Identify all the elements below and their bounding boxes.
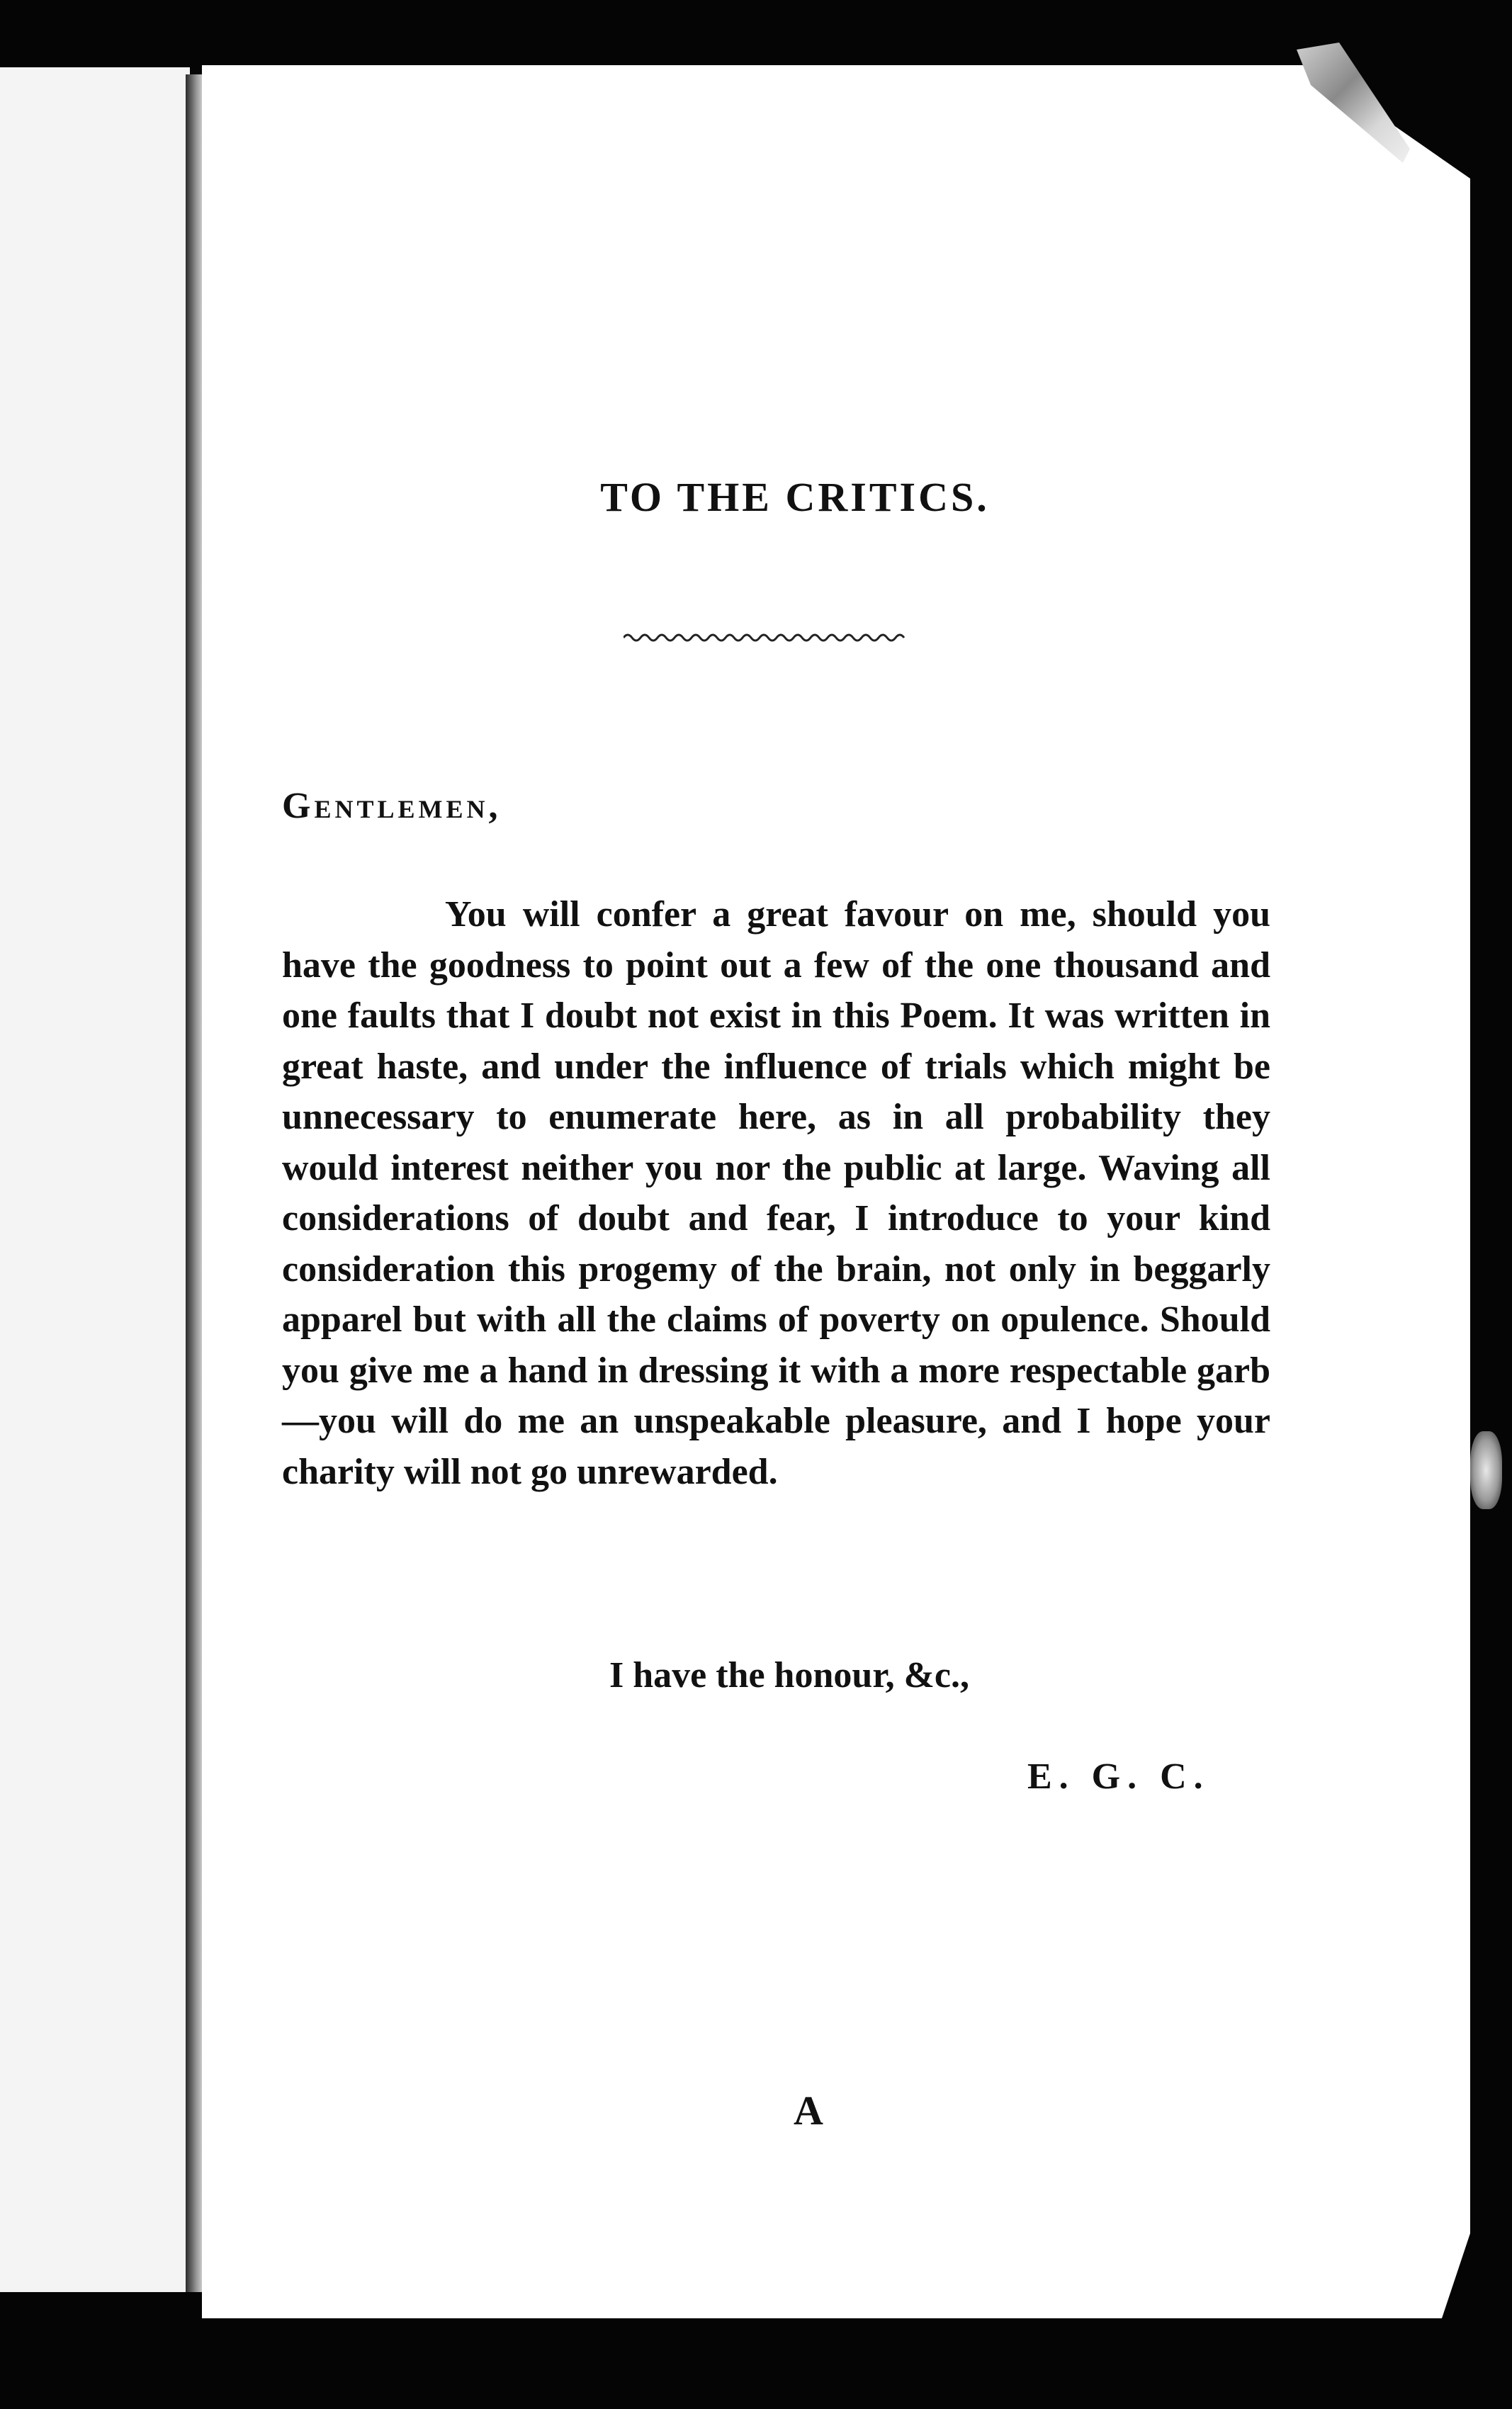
signature-mark: A	[794, 2087, 823, 2133]
closing-line: I have the honour, &c.,	[609, 1655, 970, 1696]
facing-page-edge	[0, 67, 190, 2292]
page-title: TO THE CRITICS.	[600, 474, 990, 520]
signature: E. G. C.	[1027, 1756, 1210, 1797]
decorative-rule	[624, 624, 907, 652]
body-paragraph: You will confer a great favour on me, should you have the goodness to point out a few of the one thousand and one faults that I doubt not exist in this Poem. It was written in great haste, and under the influence of trials which might be unnecessary to enumerate here, as in all probability they would interest neither you nor the public at large. Waving all considerations of doubt and fear, I introduce to your kind consideration this progemy of the brain, not only in beggarly apparel but with all the claims of poverty on opulence. Should you give me a hand in dressing it with a more respectable garb—you will do me an unspeakable pleasure, and I hope your charity will not go unrewarded.	[282, 894, 1270, 1492]
book-spine	[186, 74, 204, 2292]
salutation: Gentlemen,	[282, 786, 502, 826]
page-edge-blemish	[1470, 1431, 1502, 1509]
